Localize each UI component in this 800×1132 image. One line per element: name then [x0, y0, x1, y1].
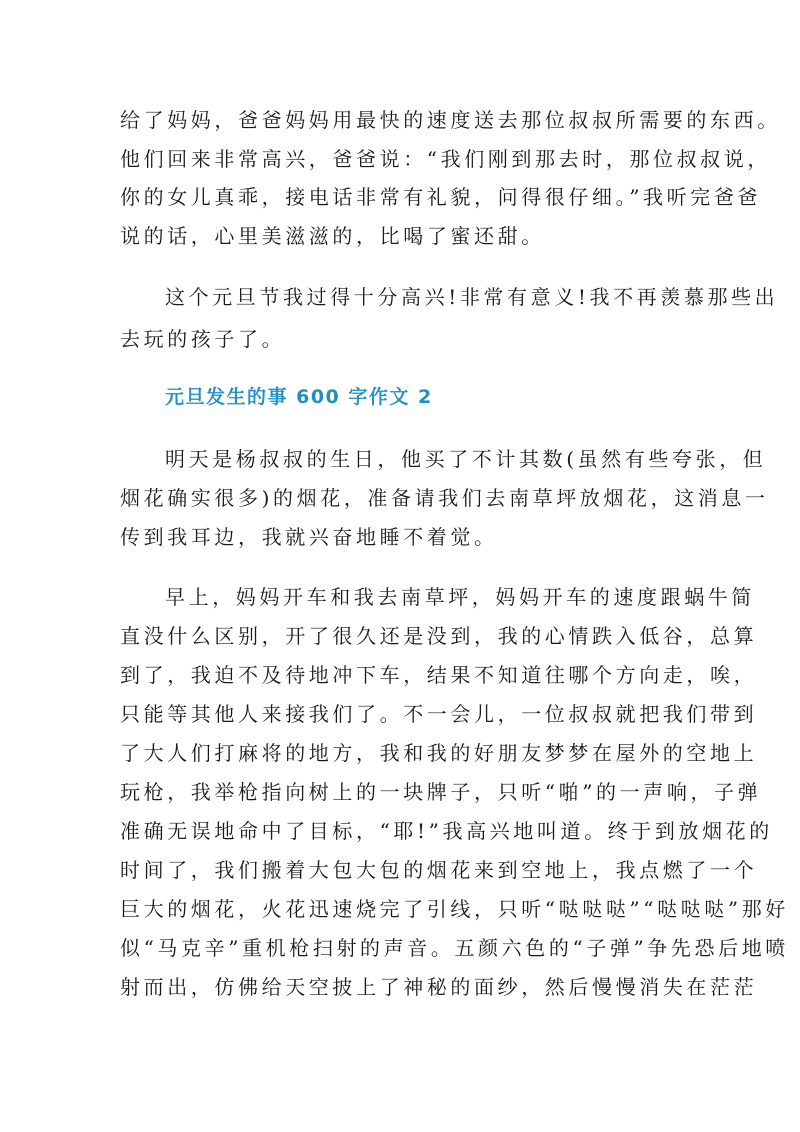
- paragraph-line: 玩枪，我举枪指向树上的一块牌子，只听“啪”的一声响，子弹: [120, 780, 762, 804]
- paragraph-line: 烟花确实很多)的烟花，准备请我们去南草坪放烟花，这消息一: [120, 486, 769, 510]
- paragraph-line: 直没什么区别，开了很久还是没到，我的心情跌入低谷，总算: [120, 624, 758, 648]
- paragraph-line: 时间了，我们搬着大包大包的烟花来到空地上，我点燃了一个: [120, 858, 758, 882]
- paragraph-line: 似“马克辛”重机枪扫射的声音。五颜六色的“子弹”争先恐后地喷: [120, 936, 789, 960]
- paragraph-line: 说的话，心里美滋滋的，比喝了蜜还甜。: [120, 224, 545, 248]
- paragraph-line: 了大人们打麻将的地方，我和我的好朋友梦梦在屋外的空地上: [120, 741, 758, 765]
- paragraph-line: 这个元旦节我过得十分高兴!非常有意义!我不再羡慕那些出: [165, 285, 779, 309]
- paragraph-line: 只能等其他人来接我们了。不一会儿，一位叔叔就把我们带到: [120, 702, 758, 726]
- paragraph-line: 你的女儿真乖，接电话非常有礼貌，问得很仔细。”我听完爸爸: [120, 185, 762, 209]
- section-heading: 元旦发生的事 600 字作文 2: [165, 386, 433, 408]
- paragraph-line: 射而出，仿佛给天空披上了神秘的面纱，然后慢慢消失在茫茫: [120, 975, 758, 999]
- paragraph-line: 传到我耳边，我就兴奋地睡不着觉。: [120, 525, 498, 549]
- paragraph-line: 明天是杨叔叔的生日，他买了不计其数(虽然有些夸张，但: [165, 447, 767, 471]
- paragraph-line: 去玩的孩子了。: [120, 327, 286, 351]
- paragraph-line: 早上，妈妈开车和我去南草坪，妈妈开车的速度跟蜗牛简: [165, 585, 755, 609]
- paragraph-line: 给了妈妈，爸爸妈妈用最快的速度送去那位叔叔所需要的东西。: [120, 108, 781, 132]
- paragraph-line: 他们回来非常高兴，爸爸说：“我们刚到那去时，那位叔叔说，: [120, 147, 772, 171]
- paragraph-line: 到了，我迫不及待地冲下车，结果不知道往哪个方向走，唉，: [120, 663, 758, 687]
- paragraph-line: 巨大的烟花，火花迅速烧完了引线，只听“哒哒哒”“哒哒哒”那好: [120, 897, 789, 921]
- paragraph-line: 准确无误地命中了目标，“耶!”我高兴地叫道。终于到放烟花的: [120, 819, 773, 843]
